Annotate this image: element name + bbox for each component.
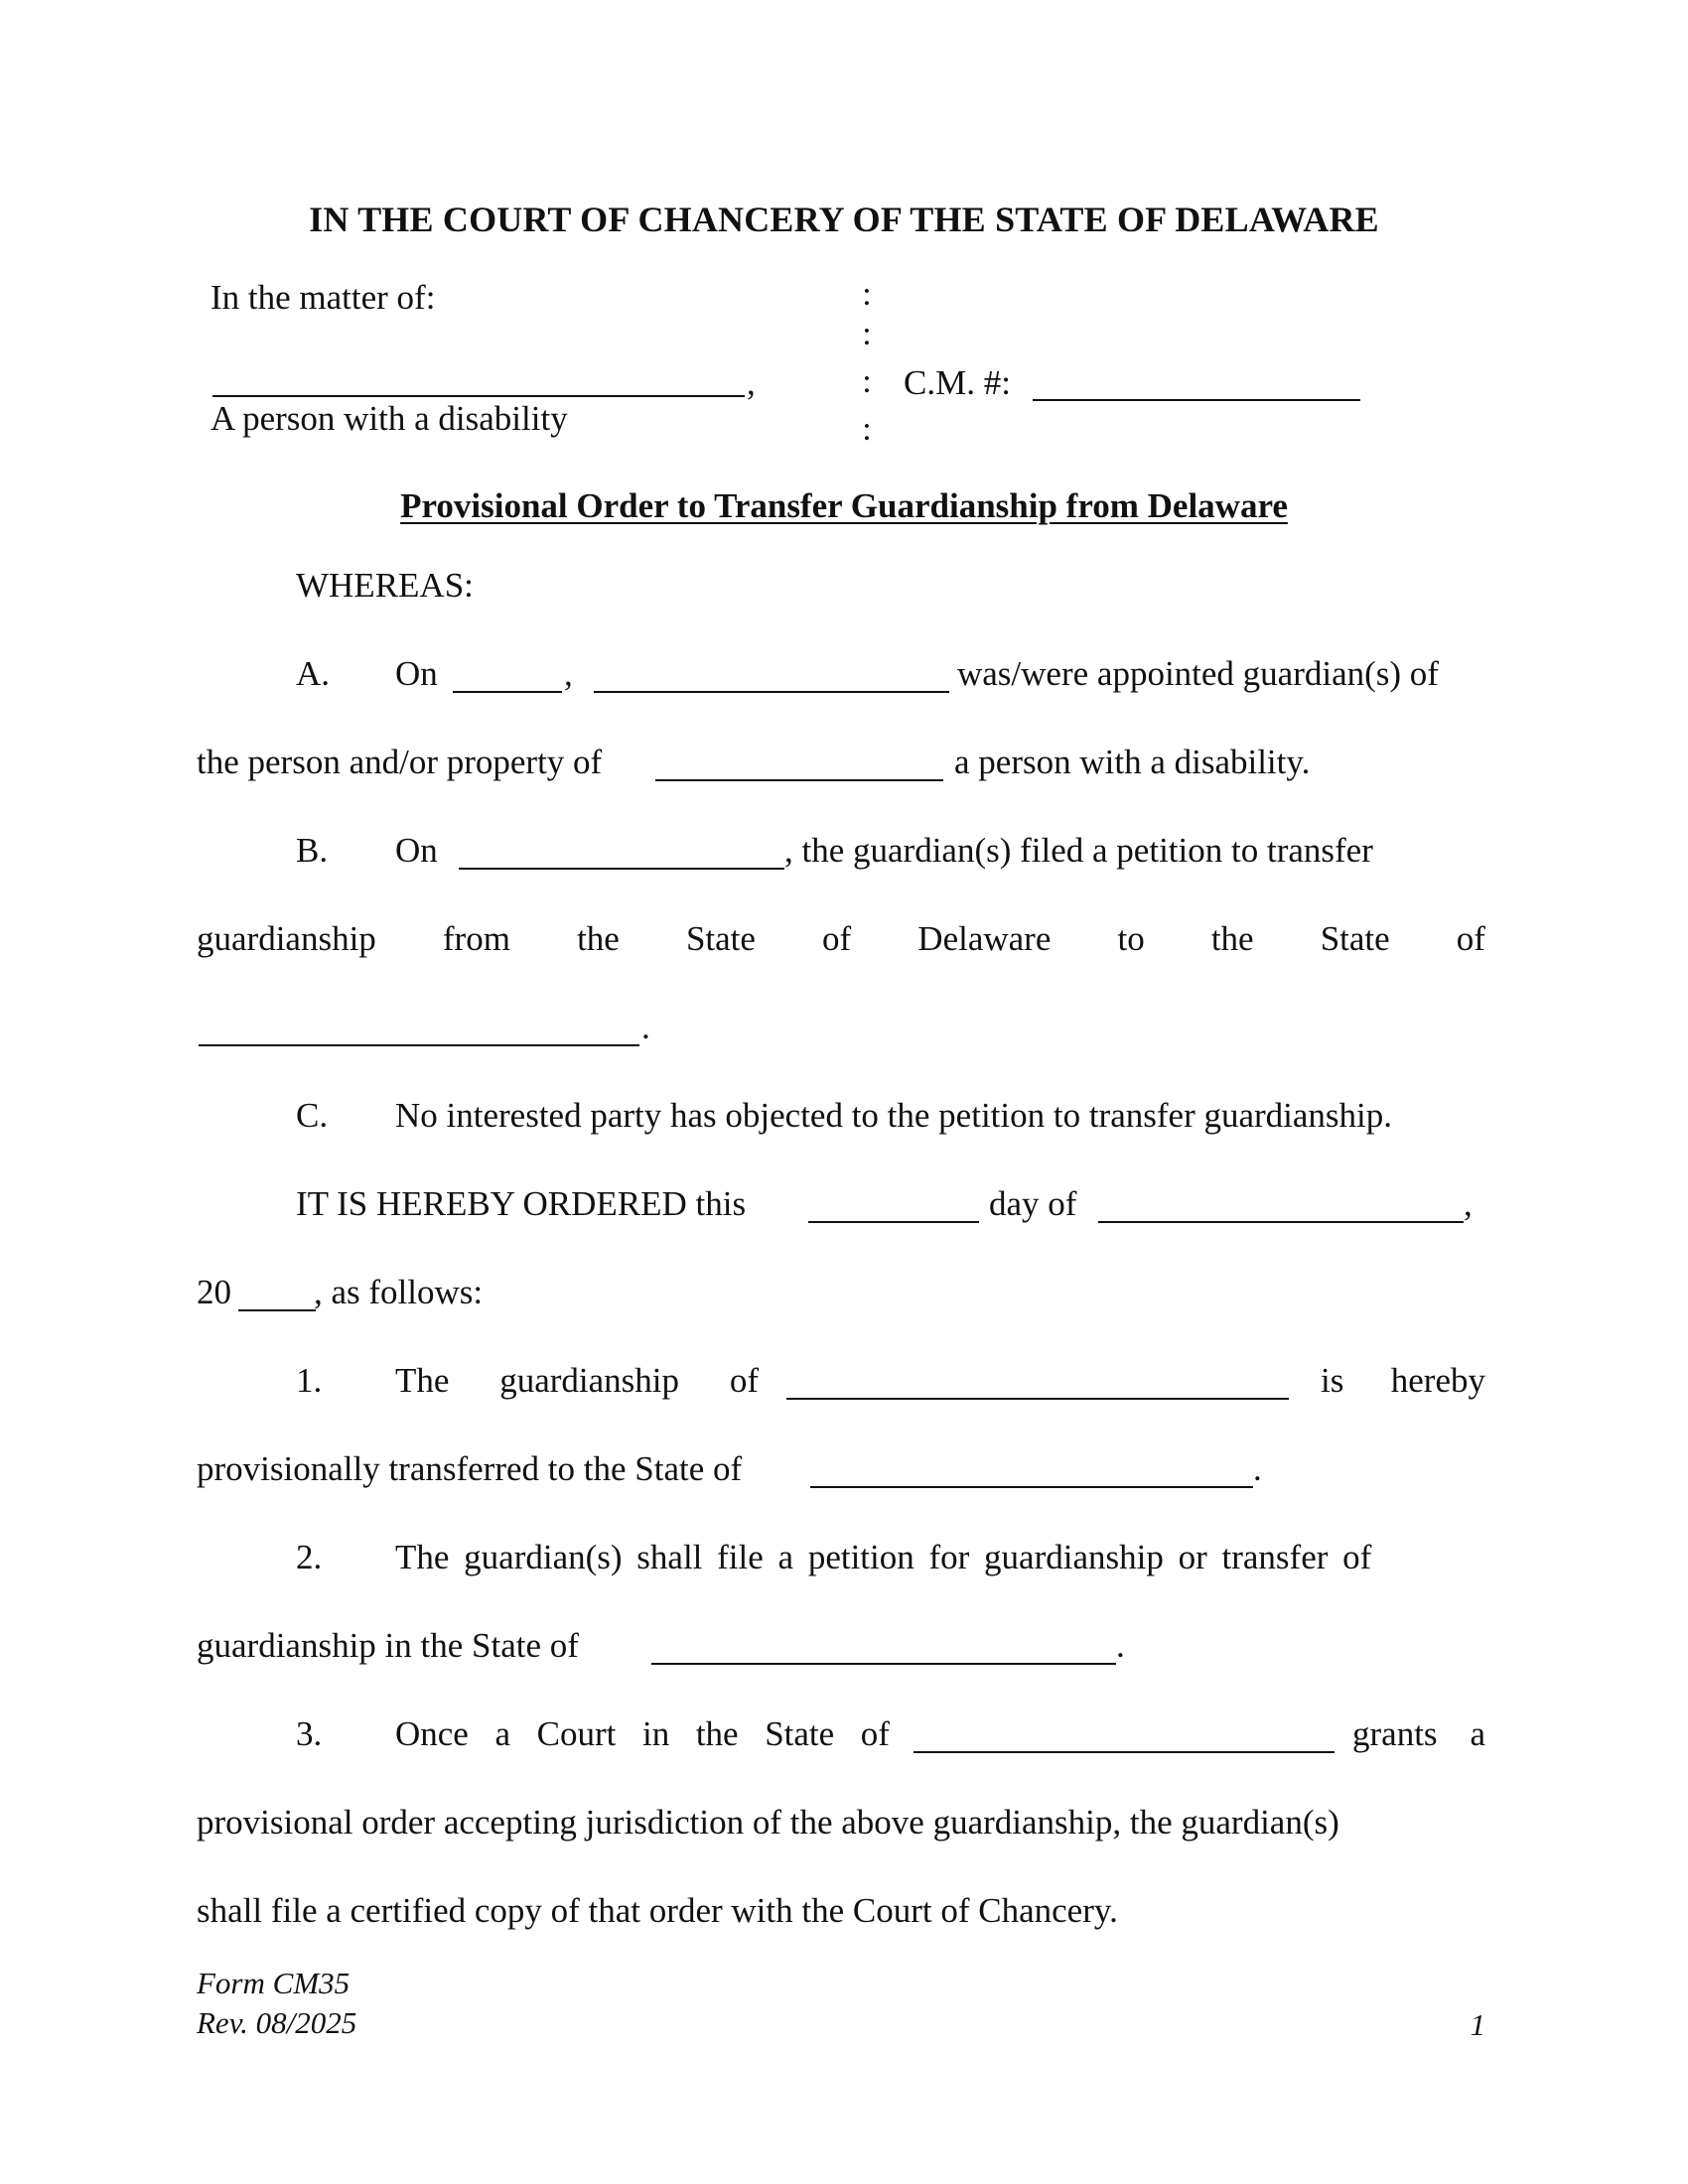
form-revision: Rev. 08/2025 <box>197 2005 357 2040</box>
item-2-state-blank[interactable] <box>651 1663 1116 1665</box>
order-day-blank[interactable] <box>808 1221 979 1223</box>
caption-colon-4: : <box>862 411 872 448</box>
form-number: Form CM35 <box>197 1966 351 2000</box>
item-3-state-blank[interactable] <box>914 1751 1335 1753</box>
item-3-word: the <box>695 1714 739 1753</box>
para-c-letter: C. <box>296 1096 329 1135</box>
caption-colon-3: : <box>862 363 872 400</box>
item-3-word: grants <box>1352 1714 1438 1753</box>
para-a-letter: A. <box>296 654 331 693</box>
order-year-blank[interactable] <box>238 1309 316 1311</box>
caption-colon-1: : <box>862 276 872 313</box>
para-b-letter: B. <box>296 831 329 870</box>
item-2-line2-start: guardianship in the State of <box>197 1626 579 1665</box>
para-b-word: State <box>1320 919 1390 958</box>
caption-colon-2: : <box>862 316 872 352</box>
para-b-word: the <box>1210 919 1254 958</box>
para-b-line3-period: . <box>641 1008 650 1046</box>
para-a-line2-end: a person with a disability. <box>954 743 1311 781</box>
item-1-number: 1. <box>296 1361 323 1400</box>
person-with-disability-label: A person with a disability <box>211 399 568 438</box>
item-3-line1-start <box>395 1712 890 1756</box>
ward-name-blank[interactable] <box>655 779 943 781</box>
in-matter-of-label: In the matter of: <box>211 278 436 317</box>
whereas-heading: WHEREAS: <box>296 566 474 605</box>
para-a-line2-start: the person and/or property of <box>197 743 603 781</box>
item-2-period: . <box>1116 1626 1125 1665</box>
document-title: Provisional Order to Transfer Guardianship from Delaware <box>400 486 1288 525</box>
item-3-word: Once <box>395 1714 469 1753</box>
ordered-comma: , <box>1464 1184 1473 1223</box>
item-1-word: guardianship <box>499 1361 680 1400</box>
para-b-rest-text: , the guardian(s) filed a petition to transfer <box>784 831 1373 870</box>
order-month-blank[interactable] <box>1098 1221 1464 1223</box>
cm-number-blank[interactable] <box>1033 399 1360 401</box>
para-b-line1-rest <box>784 829 1485 873</box>
ordered-as-follows: , as follows: <box>314 1273 484 1311</box>
item-2-number: 2. <box>296 1538 323 1576</box>
item-3-word: a <box>494 1714 511 1753</box>
item-2-line1-text: The guardian(s) shall file a petition for guardianship or transfer of <box>395 1538 1372 1576</box>
item-1-word: The <box>395 1361 450 1400</box>
para-b-word: to <box>1117 919 1145 958</box>
cm-number-label: C.M. #: <box>904 363 1011 402</box>
item-1-line1-end <box>1321 1359 1485 1403</box>
item-3-word: State <box>765 1714 835 1753</box>
item-1-word: of <box>729 1361 759 1400</box>
para-b-word: of <box>1456 919 1485 958</box>
para-b-word: Delaware <box>917 919 1052 958</box>
item-3-line2: provisional order accepting jurisdiction of the above guardianship, the guardian(s) <box>197 1803 1339 1842</box>
page-number: 1 <box>1470 2007 1485 2042</box>
item-1-line1-start <box>395 1359 759 1403</box>
para-b-word: from <box>442 919 510 958</box>
item-1-word: is <box>1321 1361 1344 1400</box>
guardian-name-blank[interactable] <box>594 691 949 693</box>
item-3-number: 3. <box>296 1714 323 1753</box>
item-3-word: a <box>1470 1714 1485 1753</box>
ordered-year-prefix: 20 <box>197 1273 231 1311</box>
appointment-date-blank[interactable] <box>453 691 562 693</box>
item-1-state-blank[interactable] <box>810 1486 1253 1488</box>
item-1-word: hereby <box>1390 1361 1485 1400</box>
petition-date-blank[interactable] <box>459 868 784 870</box>
para-b-on: On <box>395 831 438 870</box>
ordered-start: IT IS HEREBY ORDERED this <box>296 1184 747 1223</box>
para-c-text: No interested party has objected to the petition to transfer guardianship. <box>395 1096 1393 1135</box>
para-b-word: of <box>822 919 852 958</box>
para-b-word: guardianship <box>197 919 376 958</box>
court-heading: IN THE COURT OF CHANCERY OF THE STATE OF DELAWARE <box>309 200 1379 239</box>
item-1-line2-start: provisionally transferred to the State of <box>197 1449 743 1488</box>
item-1-period: . <box>1253 1449 1262 1488</box>
name-comma: , <box>747 363 756 402</box>
para-b-word: the <box>577 919 620 958</box>
item-1-ward-blank[interactable] <box>786 1398 1289 1400</box>
para-a-comma: , <box>564 654 573 693</box>
ordered-day-of: day of <box>989 1184 1077 1223</box>
para-a-on: On <box>395 654 438 693</box>
item-3-line1-end <box>1352 1712 1485 1756</box>
item-3-word: in <box>641 1714 670 1753</box>
destination-state-blank-b[interactable] <box>199 1044 639 1046</box>
item-3-word: of <box>860 1714 890 1753</box>
para-b-word: State <box>685 919 756 958</box>
item-2-line1 <box>395 1536 1485 1579</box>
item-3-word: Court <box>536 1714 617 1753</box>
para-b-line2 <box>197 917 1485 961</box>
para-a-appointed-text: was/were appointed guardian(s) of <box>957 654 1439 693</box>
item-3-line3: shall file a certified copy of that order with the Court of Chancery. <box>197 1891 1118 1930</box>
